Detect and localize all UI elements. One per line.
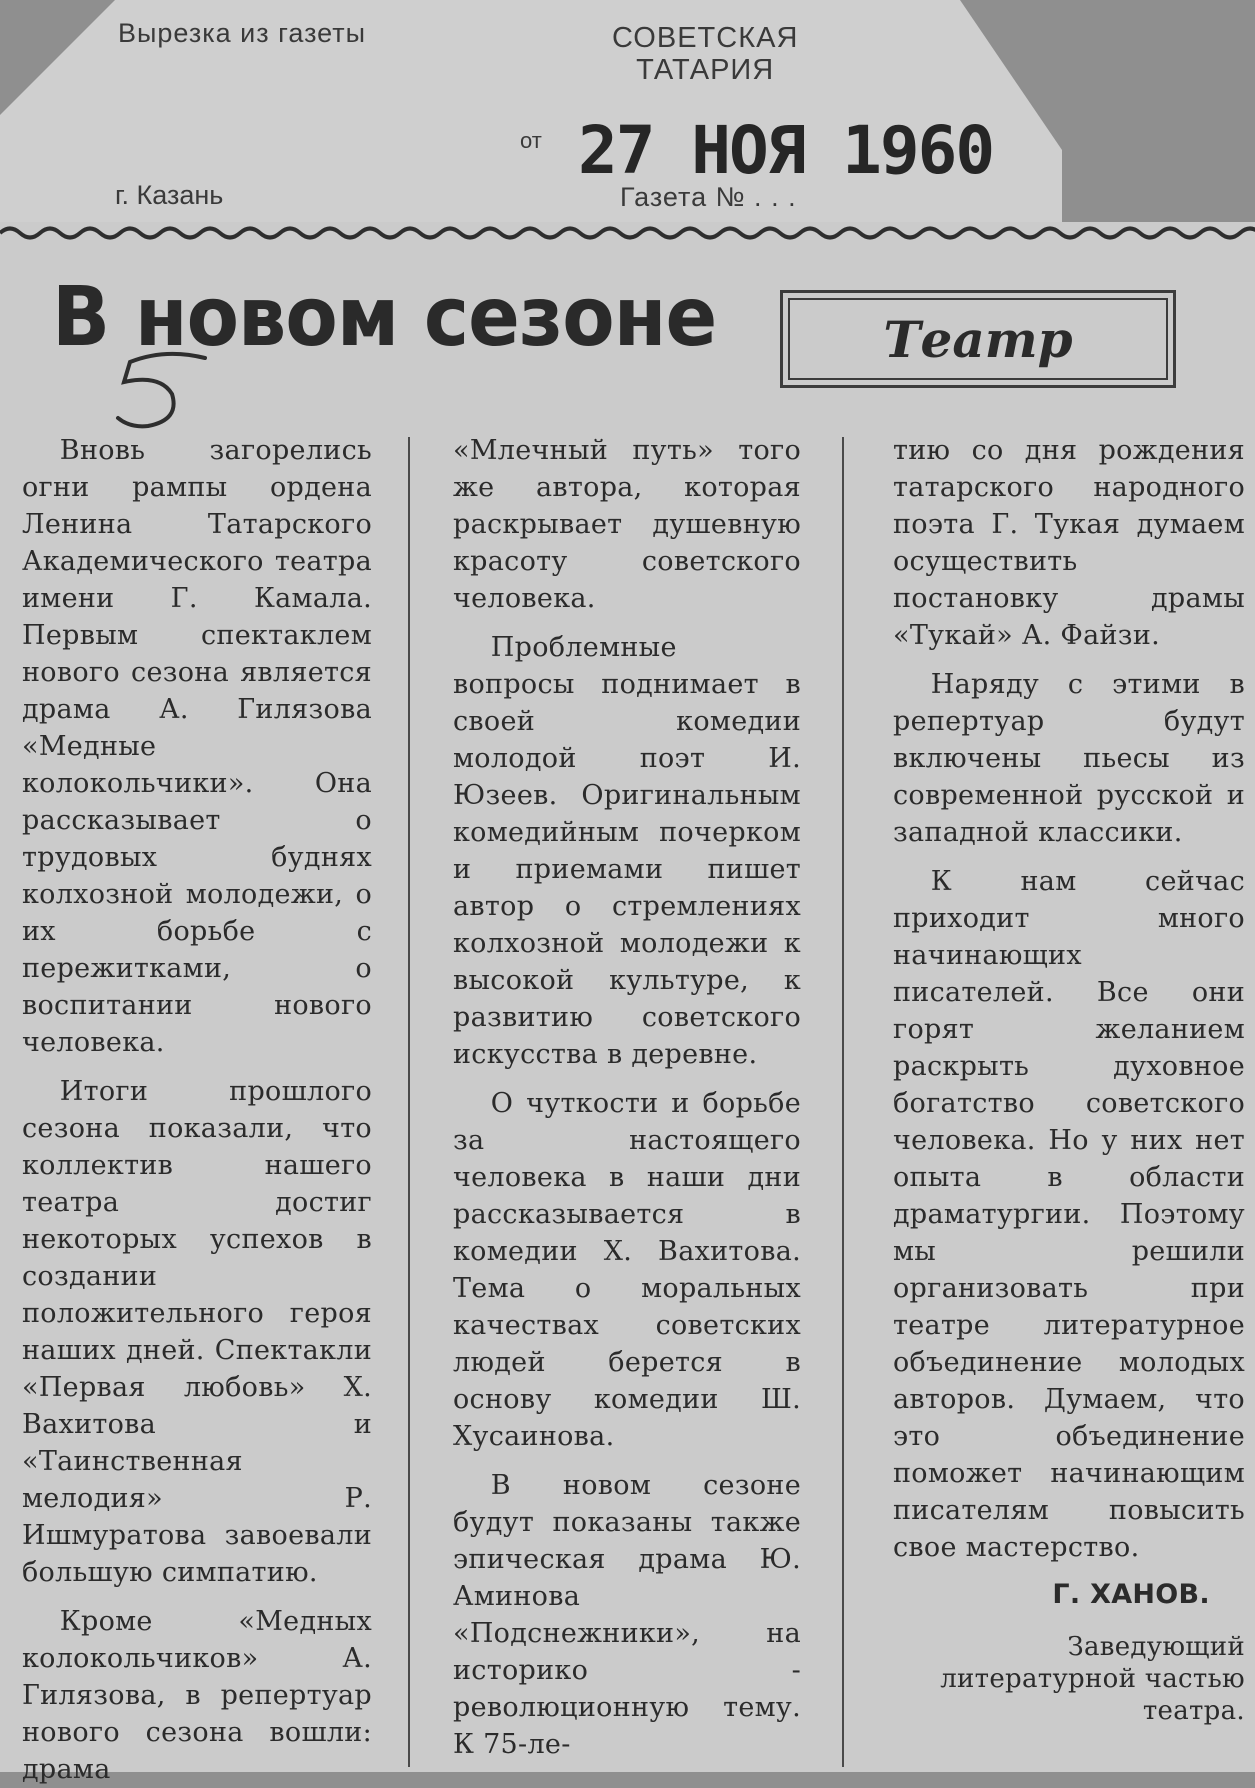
city-label: г. Казань — [115, 180, 224, 210]
paragraph: Проблемные вопросы поднимает в своей комедии молодой поэт И. Юзеев. Оригинальным комедийным почерком и приемами пишет автор о стремлениях колхозной молодежи к высокой культуре, к развитию советского искусства в деревне. — [453, 632, 801, 1070]
newspaper-name-line2: ТАТАРИЯ — [636, 54, 775, 86]
clipping-label: Вырезка из газеты — [118, 18, 367, 48]
newspaper-name-line1: СОВЕТСКАЯ — [612, 22, 799, 54]
paragraph: К нам сейчас приходит много начинающих писателей. Все они горят желанием раскрыть духовное богатство советского человека. Но у них нет опыта в области драматургии. Поэтому мы решили организовать при театре литературное объединение молодых авторов. Думаем, что это объединение поможет начинающим писателям повысить свое мастерство. — [893, 866, 1245, 1563]
paragraph: Наряду с этими в репертуар будут включены пьесы из современной русской и западной классики. — [893, 669, 1245, 848]
paragraph: Итоги прошлого сезона показали, что коллектив нашего театра достиг некоторых успехов в создании положительного героя наших дней. Спектакли «Первая любовь» Х. Вахитова и «Таинственная мелодия» Р. Ишмуратова завоевали большую симпатию. — [22, 1076, 372, 1588]
column-rule — [408, 437, 410, 1767]
article-column-2 — [453, 432, 801, 1763]
gazette-number: Газета № . . . — [620, 182, 797, 212]
paragraph: Вновь загорелись огни рампы ордена Ленина Татарского Академического театра имени Г. Камала. Первым спектаклем нового сезона является драма А. Гилязова «Медные колокольчики». Она рассказывает о трудовых буднях колхозной молодежи, о их борьбе с пережитками, о воспитании нового человека. — [22, 435, 372, 1058]
paragraph: О чуткости и борьбе за настоящего человека в наши дни рассказывается в комедии Х. Вахитова. Тема о моральных качествах советских людей берется в основу комедии Ш. Хусаинова. — [453, 1088, 801, 1452]
paragraph: «Млечный путь» того же автора, которая раскрывает душевную красоту советского человека. — [453, 435, 801, 614]
column-rule — [842, 437, 844, 1767]
article-column-3 — [893, 432, 1245, 1727]
date-prefix: от — [520, 128, 542, 153]
author-role: Заведующий литературной частью театра. — [940, 1632, 1245, 1726]
wavy-border-line — [0, 222, 1255, 244]
article-column-1 — [22, 432, 372, 1788]
rubric-label: Театр — [883, 309, 1073, 369]
date-stamp: 27 НОЯ 1960 — [578, 112, 994, 189]
paragraph: Кроме «Медных колокольчиков» А. Гилязова, в репертуар нового сезона вошли: драма — [22, 1606, 372, 1785]
newspaper-clipping — [0, 222, 1255, 1785]
article-title: В новом сезоне — [52, 270, 717, 365]
paragraph: тию со дня рождения татарского народного поэта Г. Тукая думаем осуществить постановку драмы «Тукай» А. Файзи. — [893, 435, 1245, 651]
paragraph: В новом сезоне будут показаны также эпическая драма Ю. Аминова «Подснежники», на историко - революционную тему. К 75-ле- — [453, 1470, 801, 1760]
author-signature: Г. ХАНОВ. — [1052, 1579, 1210, 1610]
rubric-box — [780, 290, 1176, 388]
newspaper-name — [612, 22, 798, 86]
